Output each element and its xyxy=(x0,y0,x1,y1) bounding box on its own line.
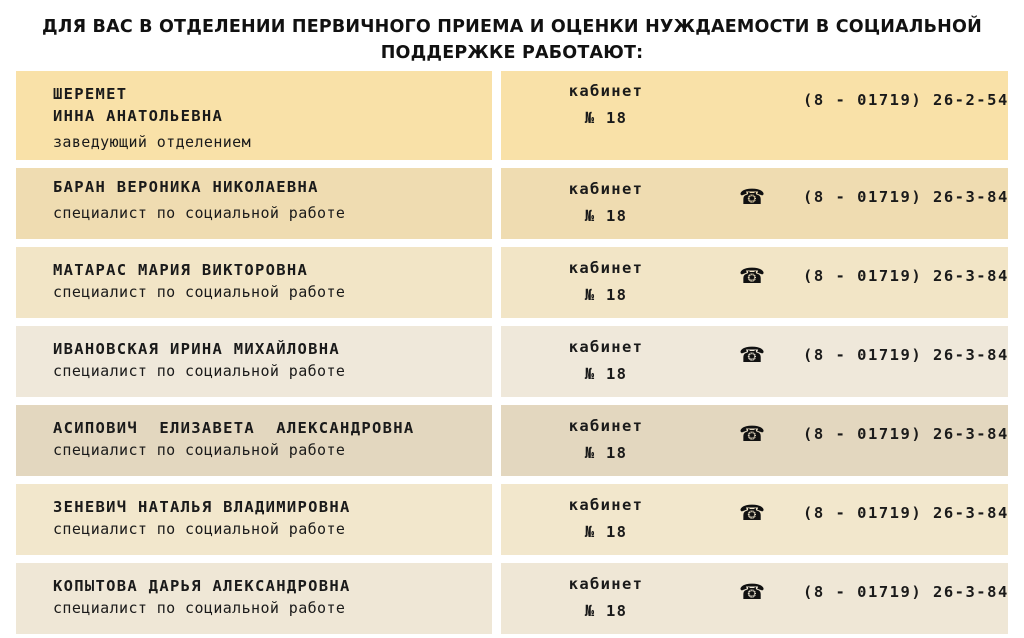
staff-row xyxy=(16,484,1008,555)
staff-row xyxy=(16,247,1008,318)
title-line-1: ДЛЯ ВАС В ОТДЕЛЕНИИ ПЕРВИЧНОГО ПРИЕМА И ОЦЕНКИ НУЖДАЕМОСТИ В СОЦИАЛЬНОЙ xyxy=(42,17,982,37)
telephone-icon: ☎ xyxy=(739,343,766,367)
telephone-icon: ☎ xyxy=(739,580,766,604)
room-label: кабинет xyxy=(568,259,644,277)
staff-role: заведующий отделением xyxy=(53,133,252,151)
name-cell xyxy=(16,247,492,318)
staff-row xyxy=(16,405,1008,476)
room-cell xyxy=(501,484,711,555)
room-number: № 18 xyxy=(584,109,628,127)
room-number: № 18 xyxy=(584,602,628,620)
staff-name: ЗЕНЕВИЧ НАТАЛЬЯ ВЛАДИМИРОВНА xyxy=(53,498,351,516)
name-cell xyxy=(16,71,492,160)
staff-name-line-2: ИННА АНАТОЛЬЕВНА xyxy=(53,107,224,125)
room-cell xyxy=(501,168,711,239)
telephone-icon: ☎ xyxy=(739,501,766,525)
name-cell xyxy=(16,326,492,397)
title-line-2: ПОДДЕРЖКЕ РАБОТАЮТ: xyxy=(380,43,644,63)
room-number: № 18 xyxy=(584,207,628,225)
name-cell xyxy=(16,484,492,555)
room-cell xyxy=(501,563,711,634)
room-label: кабинет xyxy=(568,338,644,356)
page-title xyxy=(0,14,1024,66)
phone-cell xyxy=(703,326,1008,397)
room-cell xyxy=(501,326,711,397)
phone-number: (8 - 01719) 26-2-54 xyxy=(803,91,1009,109)
phone-cell xyxy=(703,484,1008,555)
phone-number: (8 - 01719) 26-3-84 xyxy=(803,188,1009,206)
staff-role: специалист по социальной работе xyxy=(53,283,346,301)
phone-number: (8 - 01719) 26-3-84 xyxy=(803,425,1009,443)
phone-cell xyxy=(703,71,1008,160)
staff-name: БАРАН ВЕРОНИКА НИКОЛАЕВНА xyxy=(53,178,319,196)
staff-name: ИВАНОВСКАЯ ИРИНА МИХАЙЛОВНА xyxy=(53,340,341,358)
phone-number: (8 - 01719) 26-3-84 xyxy=(803,267,1009,285)
phone-cell xyxy=(703,563,1008,634)
telephone-icon: ☎ xyxy=(739,264,766,288)
room-cell xyxy=(501,71,711,160)
phone-number: (8 - 01719) 26-3-84 xyxy=(803,346,1009,364)
staff-role: специалист по социальной работе xyxy=(53,520,346,538)
room-label: кабинет xyxy=(568,417,644,435)
staff-row xyxy=(16,168,1008,239)
phone-cell xyxy=(703,168,1008,239)
room-label: кабинет xyxy=(568,575,644,593)
phone-number: (8 - 01719) 26-3-84 xyxy=(803,504,1009,522)
staff-row xyxy=(16,563,1008,634)
room-cell xyxy=(501,247,711,318)
room-label: кабинет xyxy=(568,82,644,100)
telephone-icon: ☎ xyxy=(739,422,766,446)
room-number: № 18 xyxy=(584,286,628,304)
room-number: № 18 xyxy=(584,444,628,462)
staff-name: МАТАРАС МАРИЯ ВИКТОРОВНА xyxy=(53,261,309,279)
name-cell xyxy=(16,563,492,634)
room-number: № 18 xyxy=(584,523,628,541)
staff-role: специалист по социальной работе xyxy=(53,362,346,380)
room-label: кабинет xyxy=(568,496,644,514)
room-cell xyxy=(501,405,711,476)
staff-role: специалист по социальной работе xyxy=(53,204,346,222)
staff-row xyxy=(16,326,1008,397)
staff-role: специалист по социальной работе xyxy=(53,599,346,617)
phone-cell xyxy=(703,405,1008,476)
staff-row-head xyxy=(16,71,1008,160)
room-label: кабинет xyxy=(568,180,644,198)
name-cell xyxy=(16,405,492,476)
room-number: № 18 xyxy=(584,365,628,383)
phone-cell xyxy=(703,247,1008,318)
staff-name: КОПЫТОВА ДАРЬЯ АЛЕКСАНДРОВНА xyxy=(53,577,351,595)
phone-number: (8 - 01719) 26-3-84 xyxy=(803,583,1009,601)
telephone-icon: ☎ xyxy=(739,185,766,209)
name-cell xyxy=(16,168,492,239)
staff-role: специалист по социальной работе xyxy=(53,441,346,459)
staff-name: АСИПОВИЧ ЕЛИЗАВЕТА АЛЕКСАНДРОВНА xyxy=(53,419,415,437)
staff-name: ШЕРЕМЕТ xyxy=(53,85,128,103)
